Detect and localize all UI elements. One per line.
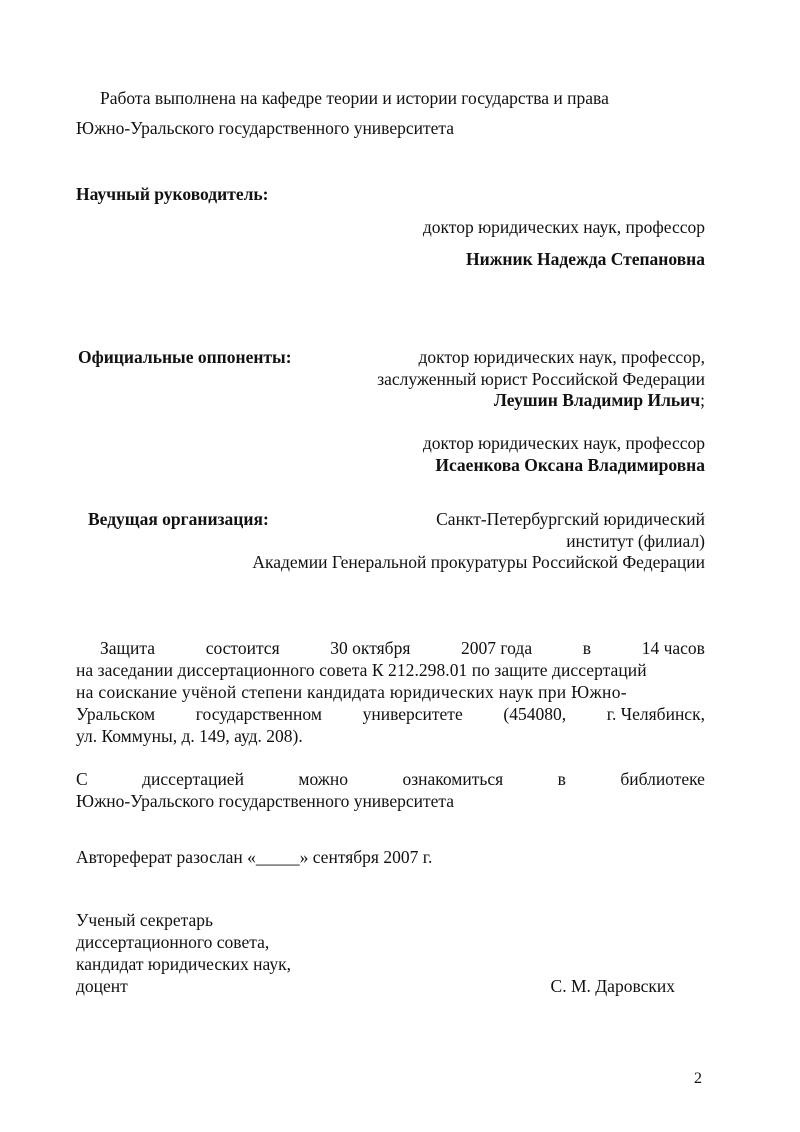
lead-org-line-1: Санкт-Петербургский юридический	[436, 509, 705, 529]
supervisor-degree: доктор юридических наук, профессор	[422, 217, 705, 237]
secretary-name: С. М. Даровских	[550, 976, 675, 996]
defense-word: Уральском	[76, 704, 156, 724]
opponent-1-degree: доктор юридических наук, профессор,	[418, 347, 705, 367]
intro-line-1: Работа выполнена на кафедре теории и истории государства и права	[100, 88, 609, 108]
secretary-line-3: кандидат юридических наук,	[76, 954, 291, 974]
library-word: библиотеке	[620, 769, 705, 789]
secretary-line-2: диссертационного совета,	[76, 932, 270, 952]
secretary-line-4: доцент	[76, 976, 128, 996]
opponents-heading: Официальные оппоненты:	[78, 347, 292, 367]
defense-word: (454080,	[503, 704, 567, 724]
defense-word: Защита	[100, 638, 156, 658]
opponent-1-title: заслуженный юрист Российской Федерации	[377, 369, 705, 389]
defense-word: 2007 года	[461, 638, 533, 658]
defense-word: государственном	[195, 704, 322, 724]
library-word: можно	[298, 769, 348, 789]
defense-line-3: на соискание учёной степени кандидата юридических наук при Южно-	[76, 682, 627, 702]
page-number: 2	[694, 1070, 702, 1087]
secretary-line-1: Ученый секретарь	[76, 910, 213, 930]
defense-line-4	[76, 703, 705, 725]
defense-word: 14 часов	[641, 638, 705, 658]
lead-org-line-2: институт (филиал)	[566, 531, 705, 551]
defense-line-1	[100, 637, 705, 659]
library-word: ознакомиться	[402, 769, 504, 789]
opponent-2-name: Исаенкова Оксана Владимировна	[435, 455, 705, 475]
defense-line-5: ул. Коммуны, д. 149, ауд. 208).	[76, 726, 303, 746]
library-word: в	[557, 769, 566, 789]
opponent-1-name-line	[494, 389, 705, 411]
lead-org-line-3: Академии Генеральной прокуратуры Российской Федерации	[252, 552, 705, 572]
opponent-2-degree: доктор юридических наук, профессор	[422, 433, 705, 453]
library-line-2: Южно-Уральского государственного университета	[76, 791, 455, 811]
library-word: диссертацией	[142, 769, 244, 789]
opponent-1-name: Леушин Владимир Ильич	[493, 390, 701, 410]
library-line-1	[76, 768, 705, 790]
abstract-sent-line: Автореферат разослан «_____» сентября 2007 г.	[76, 847, 433, 867]
defense-line-2: на заседании диссертационного совета К 212.298.01 по защите диссертаций	[76, 660, 647, 680]
library-word: С	[76, 769, 88, 789]
defense-word: состоится	[205, 638, 280, 658]
defense-word: 30 октября	[330, 638, 411, 658]
opponent-1-punct: ;	[700, 390, 705, 410]
supervisor-heading: Научный руководитель:	[76, 184, 269, 204]
defense-word: в	[582, 638, 592, 658]
defense-word: университете	[362, 704, 463, 724]
supervisor-name: Нижник Надежда Степановна	[466, 249, 705, 269]
intro-line-2: Южно-Уральского государственного университета	[76, 118, 455, 138]
lead-org-heading: Ведущая организация:	[88, 509, 269, 529]
defense-word: г. Челябинск,	[606, 704, 705, 724]
